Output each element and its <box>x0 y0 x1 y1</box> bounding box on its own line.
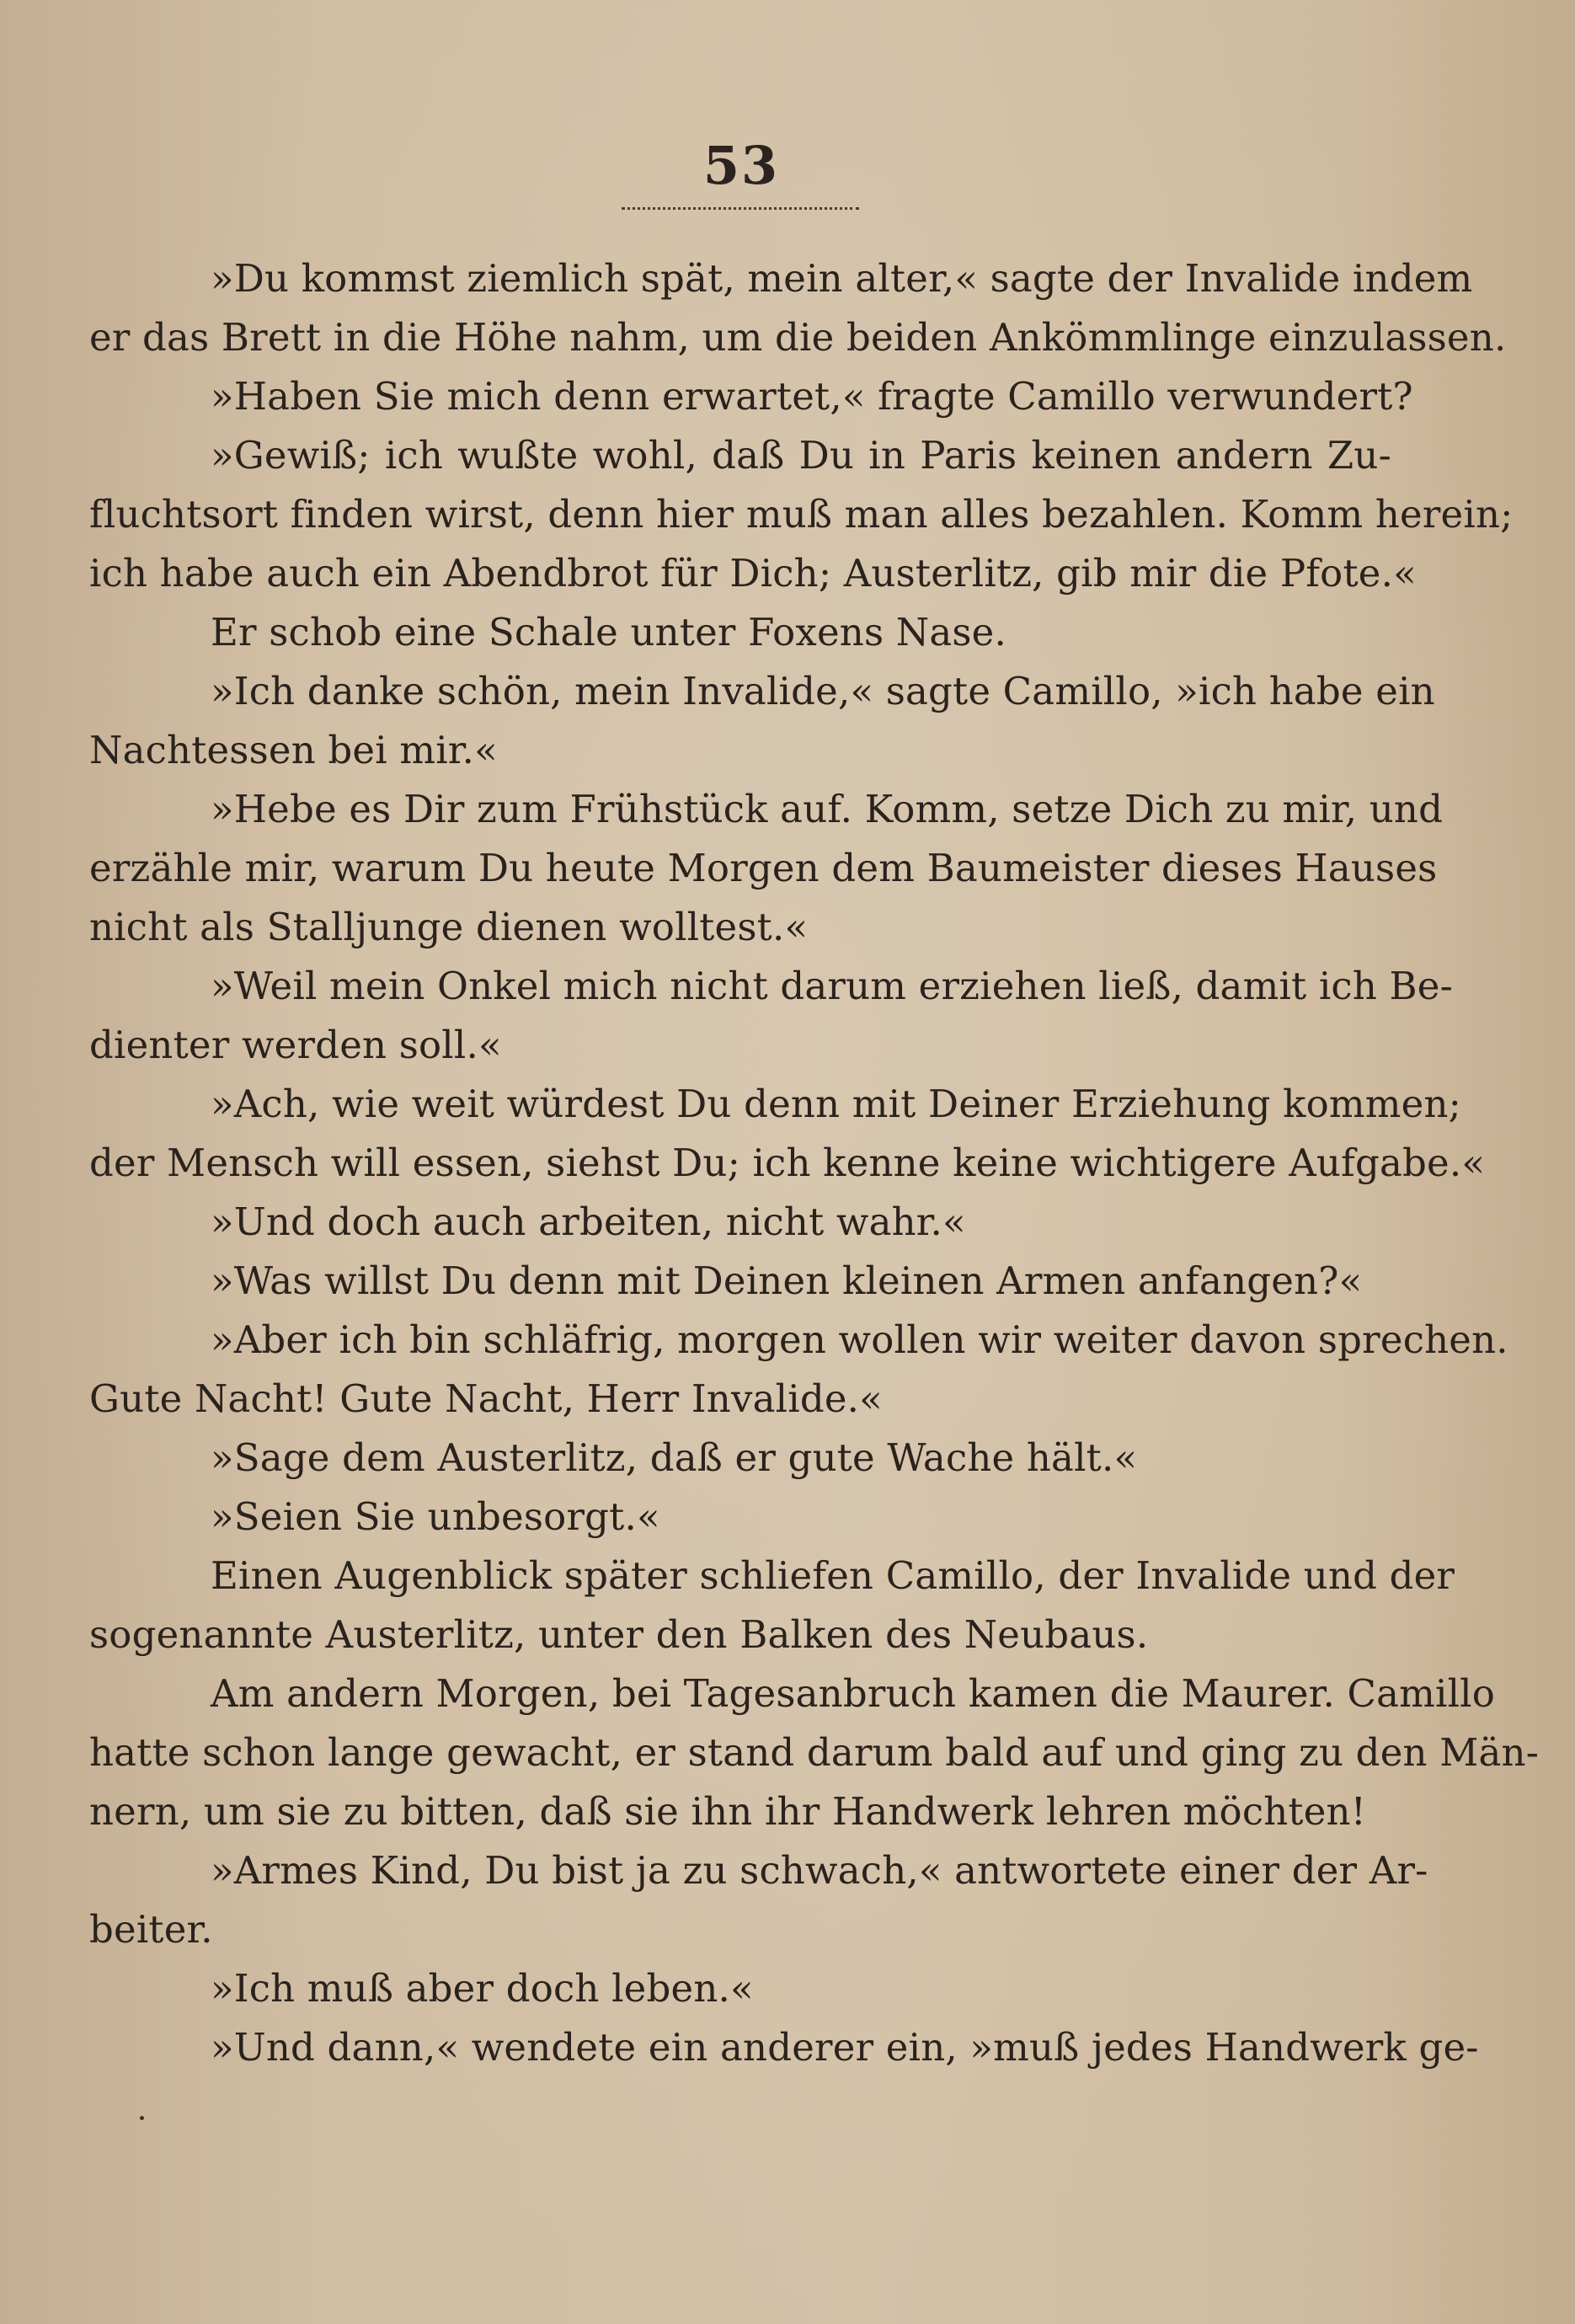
page-number: 53 <box>702 135 780 196</box>
text-line: »Ich danke schön, mein Invalide,« sagte Camillo, »ich habe ein <box>211 669 1435 713</box>
text-line: »Ach, wie weit würdest Du denn mit Deiner Erziehung kommen; <box>211 1082 1462 1126</box>
text-line: »Und dann,« wendete ein anderer ein, »muß jedes Handwerk ge- <box>211 2025 1479 2070</box>
text-line: »Ich muß aber doch leben.« <box>211 1966 754 2011</box>
text-line: Am andern Morgen, bei Tagesanbruch kamen die Maurer. Camillo <box>211 1671 1496 1716</box>
text-line: hatte schon lange gewacht, er stand darum bald auf und ging zu den Män- <box>89 1730 1540 1775</box>
text-line: Nachtessen bei mir.« <box>89 728 498 772</box>
text-line: »Hebe es Dir zum Frühstück auf. Komm, setze Dich zu mir, und <box>211 787 1444 831</box>
text-line: fluchtsort finden wirst, denn hier muß man alles bezahlen. Komm herein; <box>89 492 1514 537</box>
text-line: dienter werden soll.« <box>89 1023 502 1067</box>
ink-speck <box>140 2116 144 2120</box>
text-line: erzähle mir, warum Du heute Morgen dem Baumeister dieses Hauses <box>89 846 1438 890</box>
text-line: »Und doch auch arbeiten, nicht wahr.« <box>211 1199 966 1244</box>
text-line: »Was willst Du denn mit Deinen kleinen Armen anfangen?« <box>211 1258 1363 1303</box>
text-line: der Mensch will essen, siehst Du; ich kenne keine wichtigere Aufgabe.« <box>89 1141 1486 1185</box>
text-line: »Weil mein Onkel mich nicht darum erziehen ließ, damit ich Be- <box>211 964 1454 1008</box>
text-line: ich habe auch ein Abendbrot für Dich; Austerlitz, gib mir die Pfote.« <box>89 551 1417 596</box>
text-line: Einen Augenblick später schliefen Camillo, der Invalide und der <box>211 1553 1455 1598</box>
header-rule <box>622 207 859 210</box>
body-text <box>89 249 1540 2077</box>
text-line: nern, um sie zu bitten, daß sie ihn ihr Handwerk lehren möchten! <box>89 1789 1366 1834</box>
text-line: nicht als Stalljunge dienen wolltest.« <box>89 905 809 949</box>
text-line: »Haben Sie mich denn erwartet,« fragte Camillo verwundert? <box>211 374 1413 419</box>
text-line: »Armes Kind, Du bist ja zu schwach,« antwortete einer der Ar- <box>211 1848 1428 1893</box>
text-line: »Sage dem Austerlitz, daß er gute Wache hält.« <box>211 1435 1138 1480</box>
text-line: Er schob eine Schale unter Foxens Nase. <box>211 610 1007 654</box>
text-line: er das Brett in die Höhe nahm, um die beiden Ankömmlinge einzulassen. <box>89 315 1507 360</box>
text-line: »Seien Sie unbesorgt.« <box>211 1494 660 1539</box>
text-line: Gute Nacht! Gute Nacht, Herr Invalide.« <box>89 1376 883 1421</box>
text-line: beiter. <box>89 1907 213 1952</box>
text-line: »Aber ich bin schläfrig, morgen wollen wir weiter davon sprechen. <box>211 1317 1508 1362</box>
text-line: »Gewiß; ich wußte wohl, daß Du in Paris keinen andern Zu- <box>211 433 1391 478</box>
text-line: sogenannte Austerlitz, unter den Balken des Neubaus. <box>89 1612 1149 1657</box>
text-line: »Du kommst ziemlich spät, mein alter,« sagte der Invalide indem <box>211 256 1473 301</box>
